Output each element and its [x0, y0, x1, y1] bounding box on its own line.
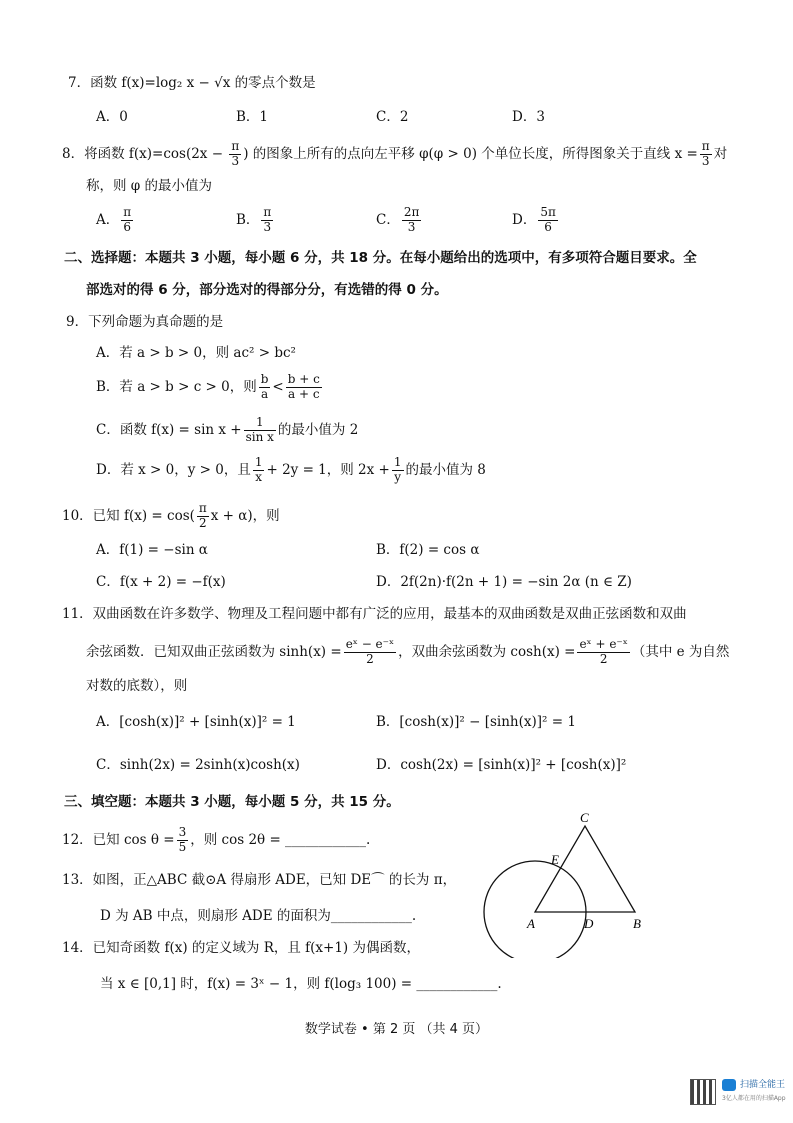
- q10-option-b: B．f(2) = cos α: [376, 542, 480, 558]
- q7-option-d: D．3: [512, 109, 545, 125]
- q7-option-c: C．2: [376, 109, 409, 125]
- q8-line-fraction: $\frac{\pi}{3}$: [701, 139, 710, 168]
- q9-stem: 9．下列命题为真命题的是: [66, 314, 224, 330]
- q10-option-a: A．f(1) = −sin α: [96, 542, 208, 558]
- q8-option-c: C． $\frac{2\pi}{3}$: [376, 205, 420, 234]
- q11-option-c: C．sinh(2x) = 2sinh(x)cosh(x): [96, 757, 300, 773]
- page-footer: 数学试卷 • 第 2 页 （共 4 页）: [304, 1022, 489, 1037]
- q9-option-a: A．若 a > b > 0，则 ac² > bc²: [96, 345, 296, 361]
- q9-option-b: B．若 a > b > c > 0，则 $\frac{b}{a}$ < $\frac{b + c}{a + c}$: [96, 372, 320, 401]
- scanner-logo-icon: [722, 1079, 736, 1091]
- label-d: D: [584, 916, 594, 931]
- q8-option-b: B． $\frac{\pi}{3}$: [236, 205, 272, 234]
- triangle-circle-figure: [480, 808, 660, 958]
- q10-stem: 10．已知 f(x) = cos( $\frac{\pi}{2}$ x + α)，则: [62, 501, 280, 530]
- section2-heading-line2: 部选对的得 6 分，部分选对的得部分分，有选错的得 0 分。: [86, 282, 448, 298]
- q8-stem: [62, 140, 727, 169]
- q9-option-c: C．函数 f(x) = sin x + $\frac{1}{\text{sin x}}$ 的最小值为 2: [96, 415, 359, 444]
- q10-option-c: C．f(x + 2) = −f(x): [96, 574, 226, 590]
- q8-stem-part1: 8．将函数 f(x)=cos(2x −: [62, 145, 228, 162]
- q8-option-d: D． $\frac{5\pi}{6}$: [512, 205, 556, 234]
- qr-code-icon: [690, 1079, 716, 1105]
- label-b: B: [633, 916, 641, 931]
- q8-stem-part2: ) 的图象上所有的点向左平移 φ(φ > 0) 个单位长度，所得图象关于直线 x =: [243, 145, 698, 162]
- q11-line1: 11．双曲函数在许多数学、物理及工程问题中都有广泛的应用，最基本的双曲函数是双曲正弦函数和双曲: [62, 606, 687, 622]
- q8-stem-line2: 称，则 φ 的最小值为: [86, 178, 213, 194]
- q7-option-b: B．1: [236, 109, 269, 125]
- section2-heading: 二、选择题：本题共 3 小题，每小题 6 分，共 18 分。在每小题给出的选项中，有多项符合题目要求。全: [64, 250, 697, 266]
- scanner-tagline: 3亿人都在用的扫描App: [722, 1095, 786, 1102]
- q8-stem-fraction: $\frac{\pi}{3}$: [231, 139, 240, 168]
- label-e: E: [551, 852, 559, 867]
- scanner-watermark: [690, 1077, 790, 1107]
- q11-option-a: A．[cosh(x)]² + [sinh(x)]² = 1: [96, 714, 296, 730]
- q7-option-a: A．0: [96, 109, 128, 125]
- q14-line1: 14．已知奇函数 f(x) 的定义域为 R，且 f(x+1) 为偶函数，: [62, 940, 420, 956]
- q8-stem-part3: 对: [713, 145, 728, 162]
- label-a: A: [527, 916, 535, 931]
- q12-stem: 12．已知 cos θ = $\frac{3}{5}$ ，则 cos 2θ = ____________.: [62, 825, 371, 854]
- q8-option-a: A． $\frac{\pi}{6}$: [96, 205, 132, 234]
- circle-a: [484, 861, 586, 958]
- q11-line2: 余弦函数．已知双曲正弦函数为 sinh(x) = $\frac{\text{eˣ − e⁻ˣ}}{2}$ ，双曲余弦函数为 cosh(x) = $\frac{\text{eˣ + e⁻ˣ}}{2}$ （其中 e 为自然: [86, 637, 730, 666]
- section3-heading: 三、填空题：本题共 3 小题，每小题 5 分，共 15 分。: [64, 794, 400, 810]
- label-c: C: [580, 810, 589, 825]
- q13-line2: D 为 AB 中点，则扇形 ADE 的面积为____________.: [100, 908, 417, 924]
- q14-line2: 当 x ∈ [0,1] 时，f(x) = 3ˣ − 1，则 f(log₃ 100) = ____________.: [100, 976, 502, 992]
- q11-option-b: B．[cosh(x)]² − [sinh(x)]² = 1: [376, 714, 576, 730]
- q9-option-d: D．若 x > 0，y > 0，且 $\frac{1}{x}$ + 2y = 1，则 2x + $\frac{1}{y}$ 的最小值为 8: [96, 455, 486, 484]
- q7-stem: 7．函数 f(x)=log₂ x − √x 的零点个数是: [68, 75, 316, 91]
- q11-option-d: D．cosh(2x) = [sinh(x)]² + [cosh(x)]²: [376, 757, 627, 773]
- scanner-brand: 扫描全能王: [740, 1080, 786, 1090]
- q11-line3: 对数的底数），则: [86, 678, 188, 694]
- q13-line1: 13．如图，正△ABC 截⊙A 得扇形 ADE，已知 DE⌒ 的长为 π，: [62, 872, 457, 888]
- q10-option-d: D．2f(2n)·f(2n + 1) = −sin 2α (n ∈ Z): [376, 574, 632, 590]
